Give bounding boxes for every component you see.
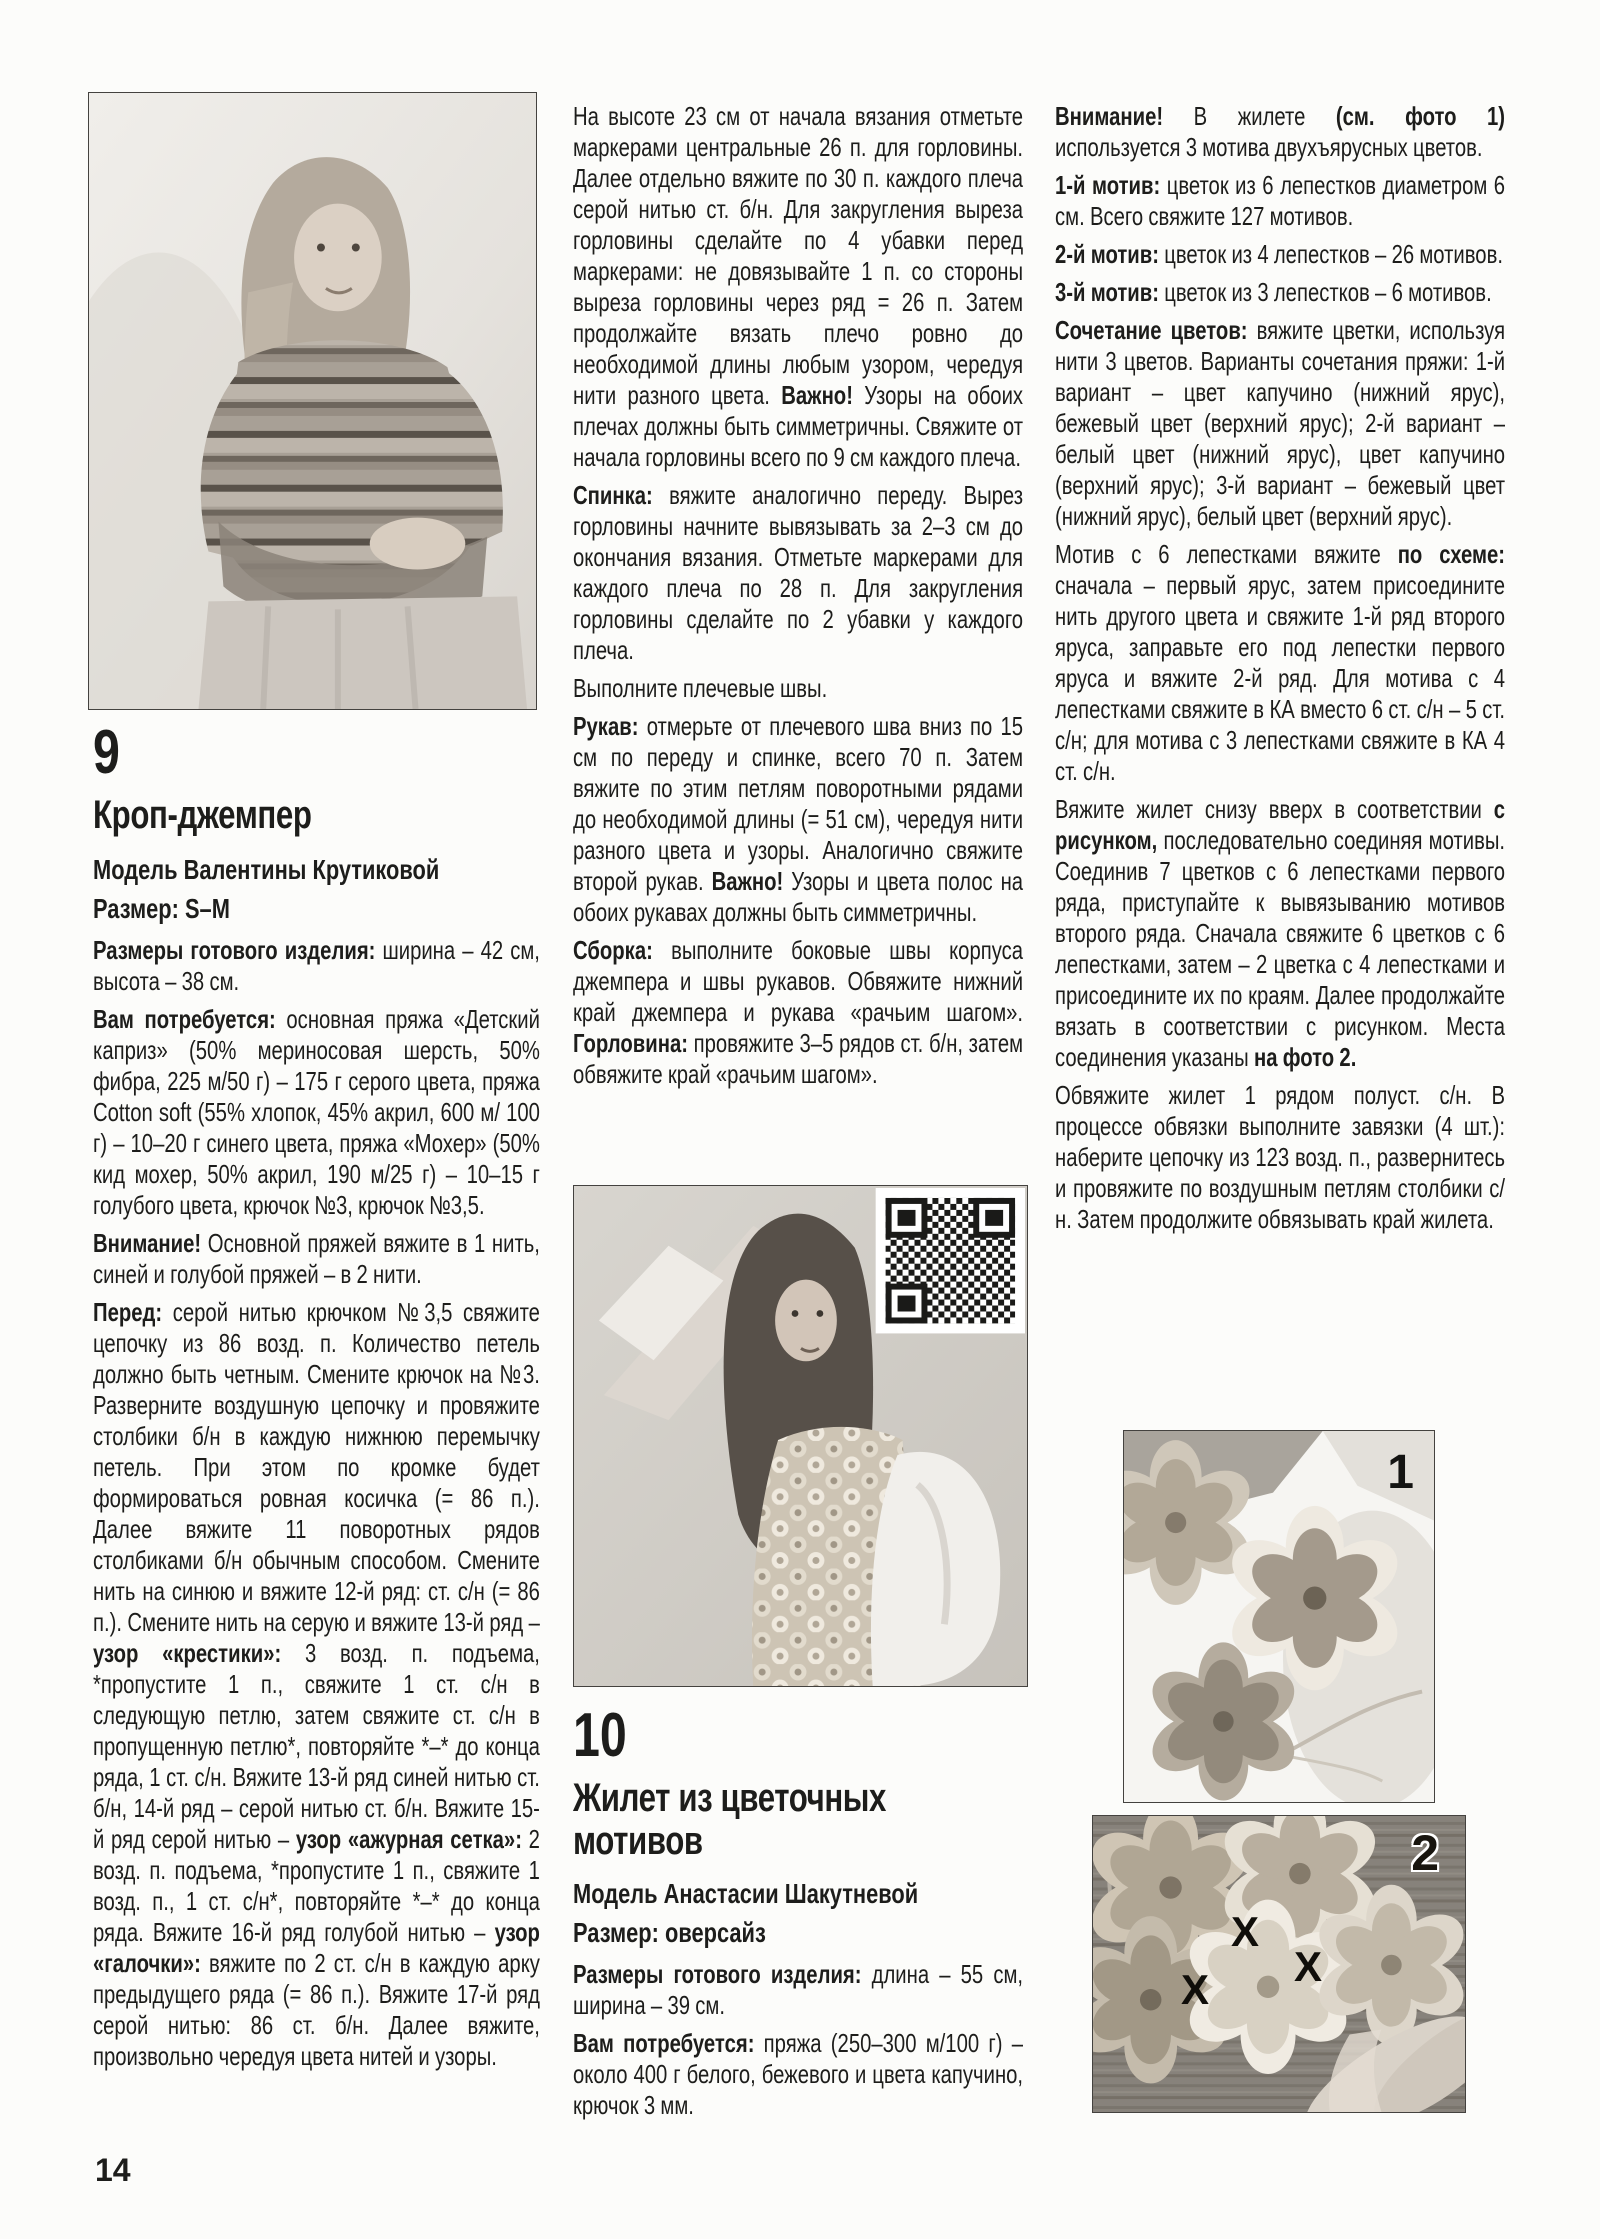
photo-1-flower-motifs [1123,1430,1435,1803]
paragraph-shoulder-seams: Выполните плечевые швы. [573,673,828,703]
paragraph-dimensions-10: Размеры готового изделия: длина – 55 см, ширина – 39 см. [573,1959,1024,2020]
photo-2-label: 2 [1411,1825,1439,1881]
photo-1-label: 1 [1387,1446,1414,1499]
paragraph-motif-scheme: Мотив с 6 лепестками вяжите по схеме: сначала – первый ярус, затем присоедините нить другого цвета и свяжите 1-й ряд второго яруса, заправьте его под лепестки первого яруса и вяжите 2-й ряд. Для мотива с 4 лепестками свяжите в КА вместо 6 ст. с/н – 5 ст. с/н; для мотива с 3 лепестками свяжите в КА 4 ст. с/н. [1055,539,1506,786]
paragraph-neckline: На высоте 23 см от начала вязания отметьте маркерами центральные 26 п. для горловины. Далее отдельно вяжите по 30 п. каждого плеча серой нитью ст. б/н. Для закругления выреза горловины сделайте по 4 убавки перед маркерами: не довязывайте 1 п. со стороны выреза горловины через ряд = 26 п. Затем продолжайте вязать плечо ровно до необходимой длины любым узором, чередуя нити разного цвета. Важно! Узоры на обоих плечах должны быть симметричны. Свяжите от начала горловины всего по 9 см каждого плеча. [573,101,1024,472]
paragraph-back: Спинка: вяжите аналогично переду. Вырез горловины начните вывязывать за 2–3 см до окончания вязания. Отметьте маркерами для каждого плеча по 28 п. Для закругления горловины сделайте по 2 убавки у каждого плеча. [573,480,1024,665]
paragraph-edging: Обвяжите жилет 1 рядом полуст. с/н. В процессе обвязки выполните завязки (4 шт.): наберите цепочку из 123 возд. п., развернитесь и провяжите по воздушным петлям столбики с/н. Затем продолжите обвязывать край жилета. [1055,1080,1506,1234]
face-shape [294,204,382,312]
skirt-shape [199,596,528,709]
section-pattern-9-continued [573,101,1023,1090]
paragraph-motif-2: 2-й мотив: цветок из 4 лепестков – 26 мотивов. [1055,239,1504,269]
paragraph-front: Перед: серой нитью крючком №3,5 свяжите цепочку из 86 возд. п. Количество петель должно быть четным. Смените крючок на №3. Разверните воздушную цепочку и провяжите столбики б/н в каждую нижнюю перемычку петель. При этом по кромке будет формироваться ровная косичка (= 86 п.). Далее вяжите 11 поворотных рядов столбиками б/н обычным способом. Смените нить на синюю и вяжите 12-й ряд: ст. с/н (= 86 п.). Смените нить на серую и вяжите 13-й ряд – узор «крестики»: 3 возд. п. подъема, *пропустите 1 п., свяжите 1 ст. с/н в следующую петлю, затем свяжите ст. с/н в пропущенную петлю*, повторяйте *–* до конца ряда, 1 ст. с/н. Вяжите 13-й ряд синей нитью ст. б/н, 14-й ряд – серой нитью ст. б/н. Вяжите 15-й ряд серой нитью – узор «ажурная сетка»: 2 возд. п. подъема, *пропустите 1 п., свяжите 1 возд. п., 1 ст. с/н*, повторяйте *–* до конца ряда. Вяжите 16-й ряд голубой нитью – узор «галочки»: вяжите по 2 ст. с/н в каждую арку предыдущего ряда (= 86 п.). Вяжите 17-й ряд серой нитью: 86 ст. б/н. Далее вяжите, произвольно чередуя цвета нитей и узоры. [93,1297,540,2071]
paragraph-materials-10: Вам потребуется: пряжа (250–300 м/100 г) – около 400 г белого, бежевого и цвета капучино, крючок 3 мм. [573,2028,1024,2120]
paragraph-sleeve: Рукав: отмерьте от плечевого шва вниз по 15 см по переду и спинке, всего 70 п. Затем вяжите по этим петлям поворотными рядами до необходимой длины (= 51 см), чередуя нити разного цвета и узоры. Аналогично свяжите второй рукав. Важно! Узоры и цвета полос на обоих рукавах должны быть симметричны. [573,711,1024,927]
paragraph-color-combinations: Сочетание цветов: вяжите цветки, используя нити 3 цветов. Варианты сочетания пряжи: 1-й вариант – цвет капучино (нижний ярус), бежевый цвет (верхний ярус); 2-й вариант – белый цвет (нижний ярус), цвет капучино (верхний ярус); 3-й вариант – бежевый цвет (нижний ярус), белый цвет (верхний ярус). [1055,315,1506,531]
paragraph-materials: Вам потребуется: основная пряжа «Детский каприз» (50% мериносовая шерсть, 50% фибра, 225 м/50 г) – 175 г серого цвета, пряжа Cotton soft (55% хлопок, 45% акрил, 600 м/ 100 г) – 10–20 г синего цвета, пряжа «Мохер» (50% кид мохер, 50% акрил, 190 м/25 г) – 10–15 г голубого цвета, крючок №3, крючок №3,5. [93,1004,540,1220]
join-mark: X [1181,1966,1210,2013]
pattern-designer-10: Модель Анастасии Шакутневой [573,1878,919,1909]
join-mark: X [1231,1908,1260,1955]
photo-2-art [1093,1816,1465,2112]
photo-flower-vest-model [573,1185,1028,1687]
pattern-title-9: Кроп-джемпер [93,793,312,837]
pattern-number-10: 10 [573,1701,627,1770]
section-pattern-10-instructions [1055,101,1505,1235]
pattern-size-10: Размер: оверсайз [573,1917,766,1948]
pattern-designer-9: Модель Валентины Крутиковой [93,854,440,885]
pattern-title-10: Жилет из цветочных мотивов [573,1776,887,1863]
paragraph-dimensions: Размеры готового изделия: ширина – 42 см, высота – 38 см. [93,935,540,996]
pattern-number-9: 9 [93,718,120,787]
qr-code [876,1188,1025,1333]
paragraph-attention-10: Внимание! В жилете (см. фото 1) используется 3 мотива двухъярусных цветов. [1055,101,1506,162]
paragraph-motif-3: 3-й мотив: цветок из 3 лепестков – 6 мотивов. [1055,277,1492,307]
page-number: 14 [95,2152,131,2188]
photo-2-joined-motifs [1092,1815,1466,2113]
photo-flower-vest-art [574,1186,1027,1686]
face-shape [775,1280,837,1362]
photo-crop-jumper-art [89,93,536,709]
paragraph-attention: Внимание! Основной пряжей вяжите в 1 нить, синей и голубой пряжей – в 2 нити. [93,1228,540,1289]
paragraph-motif-1: 1-й мотив: цветок из 6 лепестков диаметром 6 см. Всего свяжите 127 мотивов. [1055,170,1506,231]
section-pattern-10 [573,1701,1024,2121]
photo-crop-jumper-model [88,92,537,710]
paragraph-assembly: Сборка: выполните боковые швы корпуса джемпера и швы рукавов. Обвяжите нижний край джемпера и рукава «рачьим шагом». Горловина: провяжите 3–5 рядов ст. б/н, затем обвяжите край «рачьим шагом». [573,935,1024,1089]
join-mark: X [1294,1943,1323,1990]
pattern-size-9: Размер: S–M [93,893,230,924]
paragraph-joining: Вяжите жилет снизу вверх в соответствии с рисунком, последовательно соединяя мотивы. Соединив 7 цветков с 6 лепестками первого ряда, приступайте к вывязыванию мотивов второго ряда. Сначала свяжите 6 цветков с 6 лепестками, затем – 2 цветка с 4 лепестками и присоедините их по краям. Далее продолжайте вязать в соответствии с рисунком. Места соединения указаны на фото 2. [1055,794,1506,1072]
section-pattern-9 [93,718,540,2072]
hand-shape [370,518,466,570]
